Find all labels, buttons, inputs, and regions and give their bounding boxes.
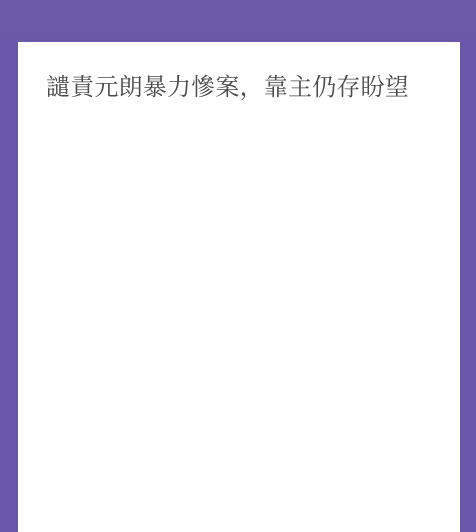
document-sheet bbox=[18, 42, 460, 532]
document-paragraph-2 bbox=[46, 186, 436, 210]
document-paragraph-4 bbox=[46, 254, 436, 278]
document-paragraph-1 bbox=[46, 152, 436, 176]
document-title: 譴責元朗暴力慘案，靠主仍存盼望 bbox=[46, 73, 409, 101]
top-band bbox=[0, 0, 476, 38]
document-paragraph-3 bbox=[46, 220, 436, 244]
document-intro bbox=[46, 118, 436, 142]
